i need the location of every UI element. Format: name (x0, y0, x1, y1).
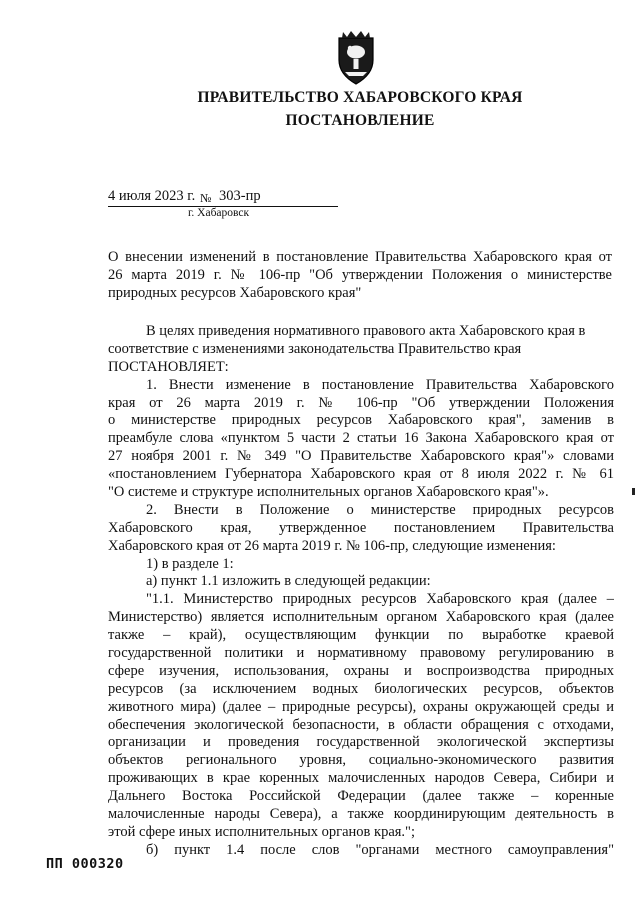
body-line: обеспечения экологической безопасности, в области обращения с отходами, (108, 716, 614, 733)
body-line: "1.1. Министерство природных ресурсов Хабаровского края (далее – (146, 591, 614, 608)
body-line: этой сфере иных исполнительных органов края."; (108, 823, 415, 840)
body-line: 2. Внести в Положение о министерстве природных ресурсов (146, 501, 614, 518)
number-sign: № (200, 191, 212, 205)
margin-mark (632, 488, 635, 495)
document-date: 4 июля 2023 г. (108, 188, 196, 204)
body-line: ресурсов (за исключением водных биологических ресурсов, объектов (108, 680, 614, 697)
form-code: ПП 000320 (46, 856, 124, 872)
body-line: б) пункт 1.4 после слов "органами местного самоуправления" (146, 841, 614, 858)
body-line: проживающих в крае коренных малочисленных народов Севера, Сибири и (108, 770, 614, 787)
coat-of-arms-icon (333, 28, 379, 86)
body-line: «постановлением Губернатора Хабаровского края от 8 июля 2022 г. № 61 (108, 466, 614, 483)
body-line: ПОСТАНОВЛЯЕТ: (108, 358, 229, 375)
body-line: "О системе и структуре исполнительных органов Хабаровского края"». (108, 484, 549, 501)
body-line: организации и проведения государственной экологической экспертизы (108, 734, 614, 751)
document-body (108, 323, 614, 860)
body-line: Хабаровского края, утвержденное постановлением Правительства (108, 519, 614, 536)
body-line: края от 26 марта 2019 г. № 106-пр "Об утверждении Положения (108, 394, 614, 411)
body-line: 1. Внести изменение в постановление Правительства Хабаровского (146, 376, 614, 393)
body-line: Дальнего Востока Российской Федерации (далее также – коренные (108, 788, 614, 805)
body-line: сфере изучения, использования, охраны и воспроизводства природных (108, 662, 614, 679)
date-number-line (108, 188, 338, 207)
body-line: о министерстве природных ресурсов Хабаровского края", заменив в (108, 412, 614, 429)
government-title: ПРАВИТЕЛЬСТВО ХАБАРОВСКОГО КРАЯ (197, 89, 523, 106)
subject-line: О внесении изменений в постановление Правительства Хабаровского края от (108, 250, 612, 265)
body-line: В целях приведения нормативного правового акта Хабаровского края в (146, 323, 586, 339)
body-line: Министерство) является исполнительным органом Хабаровского края (далее (108, 609, 614, 626)
body-line: 1) в разделе 1: (146, 555, 234, 572)
body-line: малочисленные народы Севера), а также координирующим деятельность в (108, 806, 614, 823)
document-city: г. Хабаровск (188, 207, 250, 219)
body-line: Хабаровского края от 26 марта 2019 г. № 106-пр, следующие изменения: (108, 537, 556, 554)
body-line: преамбуле слова «пунктом 5 части 2 статьи 16 Закона Хабаровского края от (108, 430, 614, 447)
body-line: животного мира) (далее – природные ресурсы), охраны окружающей среды и (108, 698, 614, 715)
body-line: соответствие с изменениями законодательства Правительство края (108, 340, 522, 357)
document-subject (108, 250, 612, 304)
document-type-title: ПОСТАНОВЛЕНИЕ (285, 112, 435, 129)
subject-line: 26 марта 2019 г. № 106-пр "Об утверждении Положения о министерстве (108, 267, 612, 283)
body-line: объектов регионального уровня, социально-экономического развития (108, 752, 614, 769)
body-line: 27 ноября 2001 г. № 349 "О Правительстве Хабаровского края"» словами (108, 448, 614, 465)
subject-line: природных ресурсов Хабаровского края" (108, 285, 362, 301)
body-line: также – край), осуществляющим функции по выработке краевой (108, 627, 614, 644)
body-line: а) пункт 1.1 изложить в следующей редакции: (146, 573, 431, 590)
body-line: государственной политики и нормативному правовому регулированию в (108, 645, 614, 662)
document-number: 303-пр (219, 188, 261, 204)
